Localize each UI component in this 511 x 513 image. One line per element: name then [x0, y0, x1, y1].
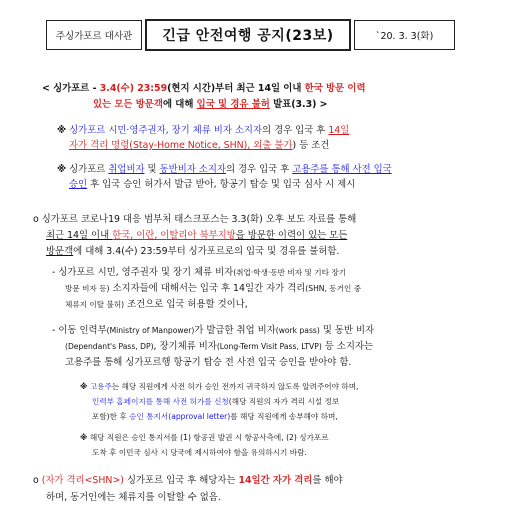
note-mark: ※ [57, 164, 67, 175]
para-1-line-1: o 싱가포르 코로나19 대응 범부처 태스크포스는 3.3(화) 오후 보도 자료를 통해 [33, 214, 357, 225]
note-2-line-1: ※ 싱가포르 취업비자 및 동반비자 소지자의 경우 입국 후 고용주를 통해 사전 입국 [57, 164, 392, 175]
note-mark: ※ [80, 433, 88, 442]
note-2-line-2: 승인 후 입국 승인 허가서 발급 받아, 항공기 탑승 및 입국 심사 시 제시 [69, 179, 356, 190]
sub-note-1-line-3: 포함)한 후 승인 통지서(approval letter)를 해당 직원에게 송부해야 하며, [92, 412, 338, 421]
para-2-line-1: o (자가 격리<SHN>) 싱가포르 입국 후 해당자는 14일간 자가 격리를 해야 [33, 475, 343, 486]
note-mark: ※ [57, 125, 67, 136]
sub-note-1-line-1: ※ 고용주는 해당 직원에게 사전 허가 승인 전까지 귀국하지 않도록 알려주어야 하며, [80, 382, 359, 391]
notice-date: `20. 3. 3(화) [375, 31, 434, 42]
dash-1-line-2: 방문 비자 등) 소지자들에 대해서는 입국 후 14일간 자가 격리(SHN, 동거인 중 [65, 283, 362, 294]
dash-2-line-3: 고용주를 통해 싱가포르행 항공기 탑승 전 사전 입국 승인을 받아야 함. [65, 357, 352, 368]
dash-1-line-1: - 싱가포르 시민, 영주권자 및 장기 체류 비자(취업·학생·동반 비자 및 기타 장기 [52, 267, 346, 278]
dash-2-line-2: (Dependant's Pass, DP), 장기체류 비자(Long-Term Visit Pass, LTVP) 등 소지자는 [65, 341, 374, 352]
sub-note-1-line-2: 인력부 홈페이지를 통해 사전 허가를 신청(해당 직원의 자가 격리 시설 정보 [92, 397, 340, 406]
page-title: 긴급 안전여행 공지(23보) [162, 28, 334, 44]
embassy-name: 주싱가포르 대사관 [55, 31, 133, 42]
dash-2-line-1: - 이동 인력부(Ministry of Manpower)가 발급한 취업 비자(work pass) 및 동반 비자 [52, 325, 375, 336]
dash-1-line-3: 체류지 이탈 불허) 조건으로 입국 허용할 것이나, [65, 299, 248, 310]
sub-note-2-line-2: 도착 후 이민국 심사 시 당국에 제시하여야 함을 유의하시기 바람. [92, 448, 307, 457]
intro-line-2: 있는 모든 방문객에 대해 입국 및 경유 불허 발표(3.3) > [93, 99, 328, 110]
para-2-line-2: 하며, 동거인에는 체류지를 이탈할 수 없음. [46, 492, 221, 503]
title-box [145, 19, 351, 51]
note-mark: ※ [80, 382, 88, 391]
date-box [354, 20, 455, 50]
note-1-line-1: ※ 싱가포르 시민·영주권자, 장기 체류 비자 소지자의 경우 입국 후 14일 [57, 125, 350, 136]
note-1-line-2: 자가 격리 명령(Stay-Home Notice, SHN), 외출 불가) 등 조건 [69, 140, 330, 151]
para-1-line-3: 방문객에 대해 3.4(수) 23:59부터 싱가포르로의 입국 및 경유를 불허함. [46, 246, 340, 257]
para-1-line-2: 최근 14일 이내 한국, 이란, 이탈리아 북부지방을 방문한 이력이 있는 모든 [46, 230, 348, 241]
sub-note-2-line-1: ※ 해당 직원은 승인 통지서를 (1) 항공권 발권 시 항공사측에, (2) 싱가포르 [80, 433, 329, 442]
intro-line-1: < 싱가포르 - 3.4(수) 23:59(현지 시간)부터 최근 14일 이내 한국 방문 이력 [42, 83, 366, 94]
embassy-box [46, 20, 142, 50]
